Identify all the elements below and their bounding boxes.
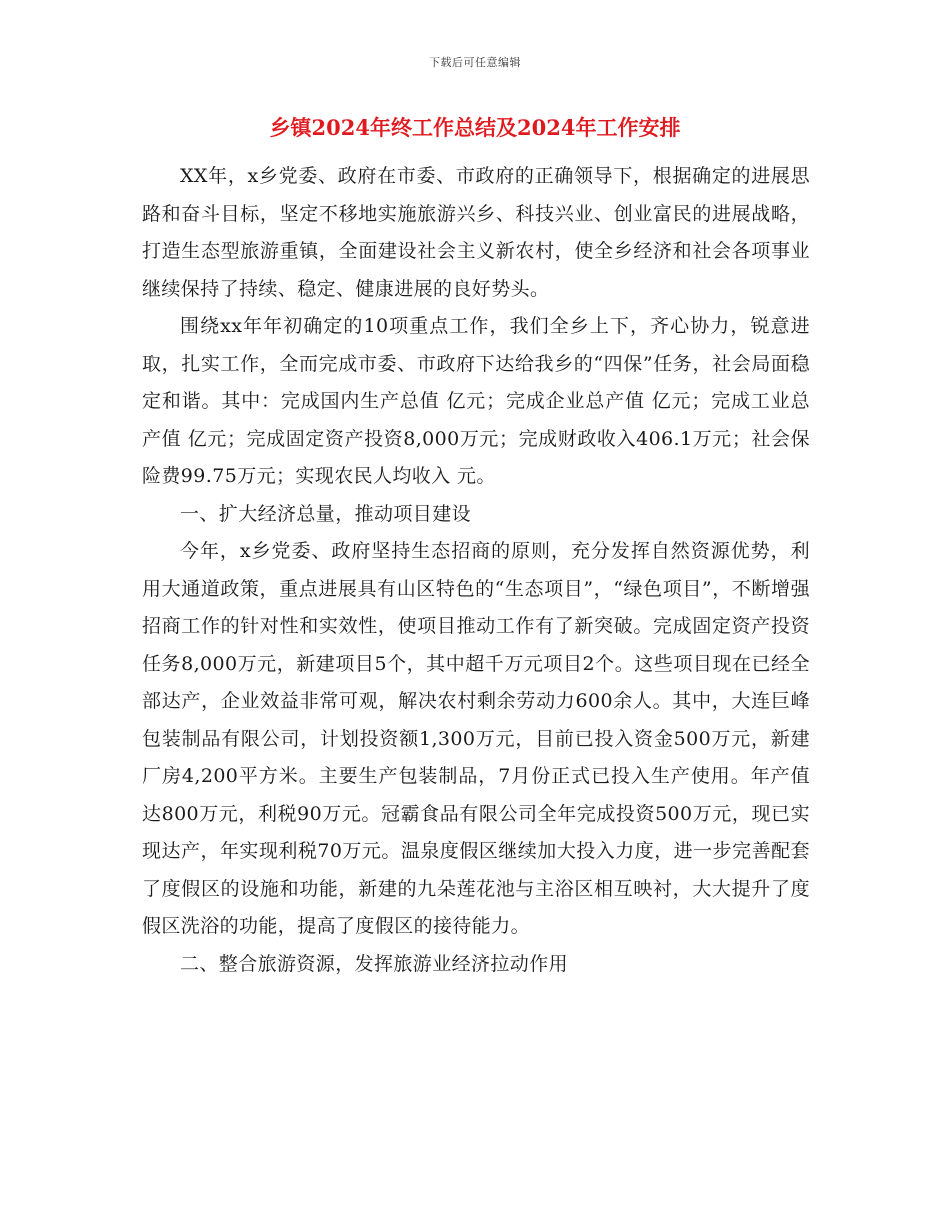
paragraph-intro: XX年，x乡党委、政府在市委、市政府的正确领导下，根据确定的进展思路和奋斗目标，坚定不移地实施旅游兴乡、科技兴业、创业富民的进展战略，打造生态型旅游重镇，全面建设社会主义新农村，使全乡经济和社会各项事业继续保持了持续、稳定、健康进展的良好势头。 — [142, 165, 810, 300]
paragraph-section-1: 今年，x乡党委、政府坚持生态招商的原则，充分发挥自然资源优势，利用大通道政策，重点进展具有山区特色的“生态项目”，“绿色项目”，不断增强招商工作的针对性和实效性，使项目推动工作有了新突破。完成固定资产投资任务8,000万元，新建项目5个，其中超千万元项目2个。这些项目现在已经全部达产，企业效益非常可观，解决农村剩余劳动力600余人。其中，大连巨峰包装制品有限公司，计划投资额1,300万元，目前已投入资金500万元，新建厂房4,200平方米。主要生产包装制品，7月份正式已投入生产使用。年产值达800万元，利税90万元。冠霸食品有限公司全年完成投资500万元，现已实现达产，年实现利税70万元。温泉度假区继续加大投入力度，进一步完善配套了度假区的设施和功能，新建的九朵莲花池与主浴区相互映衬，大大提升了度假区洗浴的功能，提高了度假区的接待能力。 — [142, 540, 810, 937]
header-note: 下载后可任意编辑 — [429, 56, 521, 69]
section-heading-1: 一、扩大经济总量，推动项目建设 — [180, 502, 472, 525]
section-heading-2: 二、整合旅游资源，发挥旅游业经济拉动作用 — [180, 952, 569, 975]
paragraph-summary: 围绕xx年年初确定的10项重点工作，我们全乡上下，齐心协力，锐意进取，扎实工作，全而完成市委、市政府下达给我乡的“四保”任务，社会局面稳定和谐。其中：完成国内生产总值 亿元；完成企业总产值 亿元；完成工业总产值 亿元；完成固定资产投资8,000万元；完成财政收入406.1万元；社会保险费99.75万元；实现农民人均收入 元。 — [142, 315, 810, 487]
document-title: 乡镇2024年终工作总结及2024年工作安排 — [269, 115, 681, 140]
document-body — [142, 158, 810, 983]
